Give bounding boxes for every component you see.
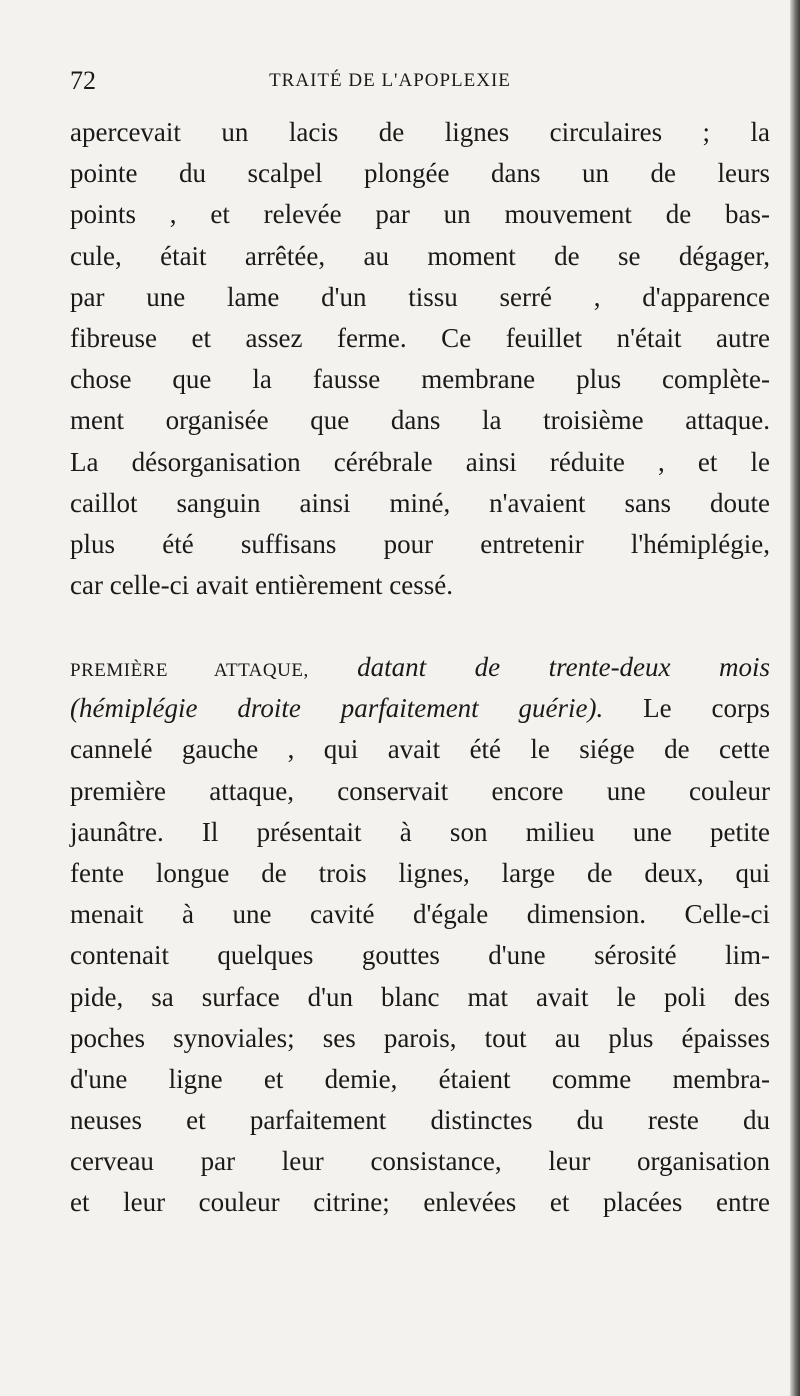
page-edge xyxy=(790,0,800,1396)
section-heading-italic: datant de trente-deux mois xyxy=(357,652,770,682)
page-number: 72 xyxy=(70,66,96,95)
running-header xyxy=(70,66,770,98)
running-title: TRAITÉ DE L'APOPLEXIE xyxy=(269,70,511,91)
text-line xyxy=(70,647,770,688)
paragraph-2 xyxy=(70,647,770,1224)
italic-parenthetical: (hémiplégie droite parfaitement guérie). xyxy=(70,693,604,724)
text-line: première attaque, conservait encore une couleur xyxy=(70,775,770,806)
text-line: points , et relevée par un mouvement de bas- xyxy=(70,199,770,230)
text-line: et leur couleur citrine; enlevées et placées entre xyxy=(70,1187,770,1218)
text-line: cannelé gauche , qui avait été le siége de cette xyxy=(70,734,770,765)
text-fragment: Le corps xyxy=(643,693,771,724)
text-line: poches synoviales; ses parois, tout au plus épaisses xyxy=(70,1022,770,1053)
section-heading: PREMIÈRE ATTAQUE, xyxy=(70,660,309,681)
text-line: car celle-ci avait entièrement cessé. xyxy=(70,570,454,601)
text-line: caillot sanguin ainsi miné, n'avaient sans doute xyxy=(70,487,770,518)
text-line: pointe du scalpel plongée dans un de leurs xyxy=(70,158,770,189)
text-line: jaunâtre. Il présentait à son milieu une petite xyxy=(70,816,770,847)
paragraph-1 xyxy=(70,112,770,606)
text-line: ment organisée que dans la troisième attaque. xyxy=(70,405,770,436)
text-line: fente longue de trois lignes, large de deux, qui xyxy=(70,857,770,888)
text-line: menait à une cavité d'égale dimension. Celle-ci xyxy=(70,899,770,930)
text-line: pide, sa surface d'un blanc mat avait le poli des xyxy=(70,981,770,1012)
text-line: par une lame d'un tissu serré , d'apparence xyxy=(70,281,770,312)
text-line: contenait quelques gouttes d'une sérosité lim- xyxy=(70,940,770,971)
text-line: plus été suffisans pour entretenir l'hémiplégie, xyxy=(70,528,770,559)
text-line: neuses et parfaitement distinctes du reste du xyxy=(70,1105,770,1136)
text-line: cule, était arrêtée, au moment de se dégager, xyxy=(70,240,770,271)
text-line: fibreuse et assez ferme. Ce feuillet n'était autre xyxy=(70,322,770,353)
text-line: cerveau par leur consistance, leur organisation xyxy=(70,1146,770,1177)
text-line: La désorganisation cérébrale ainsi réduite , et le xyxy=(70,446,770,477)
text-line: d'une ligne et demie, étaient comme membra- xyxy=(70,1063,770,1094)
text-line xyxy=(70,688,770,729)
text-line: apercevait un lacis de lignes circulaires ; la xyxy=(70,117,770,147)
text-line: chose que la fausse membrane plus complète- xyxy=(70,364,770,395)
